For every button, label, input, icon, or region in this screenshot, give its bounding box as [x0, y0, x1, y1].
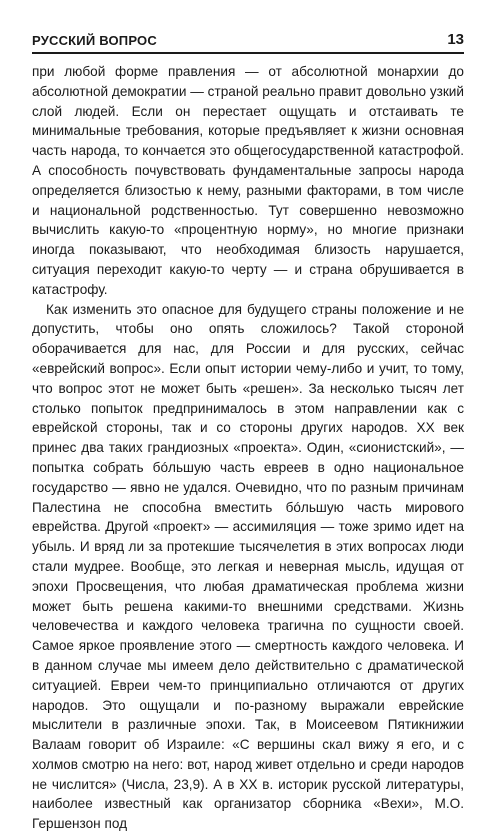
page-number: 13	[447, 31, 464, 48]
body-text	[32, 62, 464, 834]
paragraph: Как изменить это опасное для будущего страны положение и не допустить, чтобы оно опять сложилось? Такой стороной оборачивается для нас, для России и для русских, сейчас «еврейский вопрос». Если опыт истории чему-либо и учит, то тому, что вопрос этот не может быть «решен». За несколько тысяч лет столько попыток предпринималось в этом направлении как с еврейской стороны, так и со стороны других народов. XX век принес два таких грандиозных «проекта». Один, «сионистский», — попытка собрать бóльшую часть евреев в одно национальное государство — явно не удался. Очевидно, что по разным причинам Палестина не способна вместить бóльшую часть мирового еврейства. Другой «проект» — ассимиляция — тоже зримо идет на убыль. И вряд ли за протекшие тысячелетия в этих вопросах люди стали мудрее. Вообще, это легкая и неверная мысль, идущая от эпохи Просвещения, что любая драматическая проблема жизни может быть решена какими-то внешними средствами. Жизнь человечества и каждого человека трагична по сущности своей. Самое яркое проявление этого — смертность каждого человека. И в данном случае мы имеем дело действительно с драматической ситуацией. Евреи чем-то принципиально отличаются от других народов. Это ощущали и по-разному выражали еврейские мыслители в различные эпохи. Так, в Моисеевом Пятикнижии Валаам говорит об Израиле: «С вершины скал вижу я его, и с холмов смотрю на него: вот, народ живет отдельно и среди народов не числится» (Числа, 23,9). А в XX в. историк русской литературы, наиболее известный как организатор сборника «Вехи», М.О. Гершензон под	[32, 301, 464, 832]
header-rule	[32, 52, 464, 54]
running-title: РУССКИЙ ВОПРОС	[32, 33, 157, 48]
page-header	[32, 30, 464, 50]
paragraph: при любой форме правления — от абсолютной монархии до абсолютной демократии — страной реально правит довольно узкий слой людей. Если он перестает ощущать и отстаивать те минимальные требования, которые предъявляет к жизни основная часть народа, то кончается это общегосударственной катастрофой. А способность почувствовать фундаментальные запросы народа определяется близостью к нему, разными факторами, в том числе и национальной родственностью. Тут совершенно невозможно вычислить какую-то «процентную норму», но многие признаки иногда показывают, что необходимая близость нарушается, ситуация переходит какую-то черту — и страна обрушивается в катастрофу.	[32, 64, 464, 297]
